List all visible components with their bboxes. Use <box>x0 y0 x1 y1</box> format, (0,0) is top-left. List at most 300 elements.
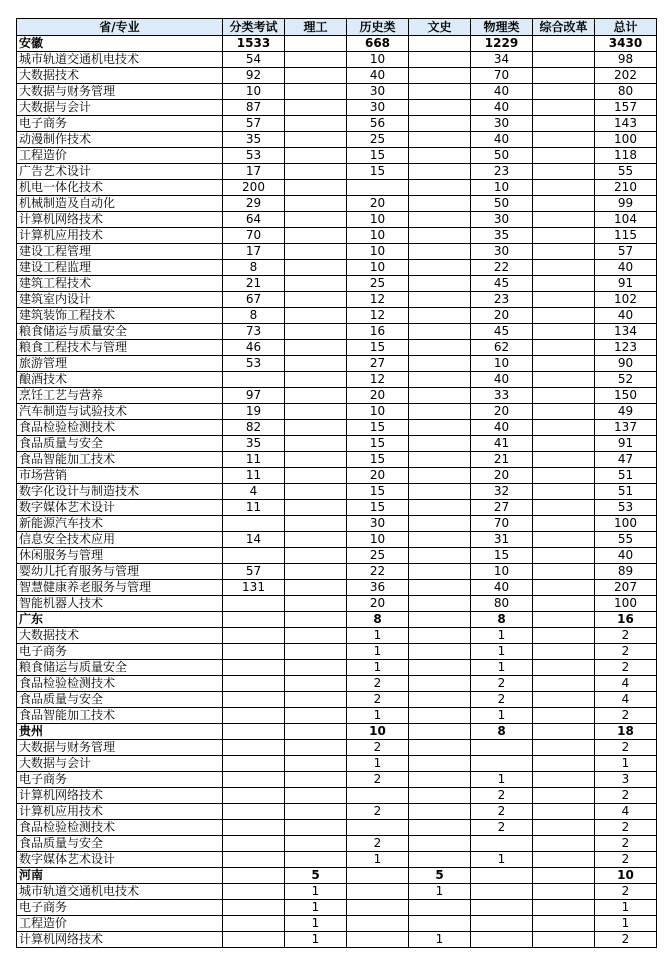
value-cell <box>285 516 347 532</box>
value-cell: 1533 <box>223 36 285 52</box>
value-cell <box>533 516 595 532</box>
value-cell <box>533 692 595 708</box>
major-row <box>17 148 657 164</box>
value-cell <box>409 500 471 516</box>
value-cell <box>285 836 347 852</box>
value-cell <box>409 244 471 260</box>
major-name-cell: 婴幼儿托育服务与管理 <box>17 564 223 580</box>
value-cell <box>409 820 471 836</box>
value-cell: 137 <box>595 420 657 436</box>
value-cell <box>533 900 595 916</box>
value-cell: 40 <box>471 84 533 100</box>
value-cell: 4 <box>595 676 657 692</box>
value-cell: 15 <box>471 548 533 564</box>
value-cell: 30 <box>347 516 409 532</box>
value-cell <box>471 836 533 852</box>
value-cell <box>409 212 471 228</box>
value-cell <box>409 308 471 324</box>
value-cell: 200 <box>223 180 285 196</box>
value-cell <box>533 628 595 644</box>
value-cell <box>223 596 285 612</box>
value-cell: 1 <box>471 708 533 724</box>
major-name-cell: 城市轨道交通机电技术 <box>17 52 223 68</box>
table-header <box>17 19 657 36</box>
major-row <box>17 68 657 84</box>
value-cell: 10 <box>471 564 533 580</box>
major-name-cell: 食品质量与安全 <box>17 436 223 452</box>
value-cell: 1 <box>471 772 533 788</box>
value-cell <box>347 788 409 804</box>
value-cell <box>409 772 471 788</box>
major-row <box>17 500 657 516</box>
major-name-cell: 烹饪工艺与营养 <box>17 388 223 404</box>
value-cell: 15 <box>347 148 409 164</box>
value-cell <box>285 404 347 420</box>
major-name-cell: 计算机网络技术 <box>17 932 223 948</box>
major-row <box>17 580 657 596</box>
value-cell <box>409 916 471 932</box>
value-cell: 1 <box>409 932 471 948</box>
value-cell: 40 <box>471 420 533 436</box>
major-row <box>17 324 657 340</box>
value-cell <box>285 628 347 644</box>
value-cell <box>347 180 409 196</box>
value-cell: 123 <box>595 340 657 356</box>
value-cell: 30 <box>471 212 533 228</box>
value-cell <box>409 628 471 644</box>
major-row <box>17 756 657 772</box>
major-name-cell: 广告艺术设计 <box>17 164 223 180</box>
value-cell: 1229 <box>471 36 533 52</box>
value-cell: 50 <box>471 196 533 212</box>
value-cell: 21 <box>223 276 285 292</box>
major-row <box>17 180 657 196</box>
value-cell: 17 <box>223 244 285 260</box>
value-cell: 118 <box>595 148 657 164</box>
major-row <box>17 820 657 836</box>
enrollment-table <box>16 18 657 948</box>
value-cell: 97 <box>223 388 285 404</box>
value-cell <box>285 724 347 740</box>
value-cell <box>409 468 471 484</box>
value-cell: 668 <box>347 36 409 52</box>
value-cell <box>347 868 409 884</box>
value-cell <box>347 916 409 932</box>
major-row <box>17 772 657 788</box>
value-cell: 11 <box>223 468 285 484</box>
value-cell: 2 <box>347 740 409 756</box>
value-cell: 30 <box>471 244 533 260</box>
major-name-cell: 机电一体化技术 <box>17 180 223 196</box>
value-cell: 1 <box>347 660 409 676</box>
value-cell <box>285 612 347 628</box>
value-cell <box>223 372 285 388</box>
major-name-cell: 建筑工程技术 <box>17 276 223 292</box>
value-cell: 55 <box>595 164 657 180</box>
value-cell: 2 <box>595 852 657 868</box>
value-cell: 99 <box>595 196 657 212</box>
value-cell <box>409 612 471 628</box>
value-cell: 20 <box>347 196 409 212</box>
major-name-cell: 工程造价 <box>17 148 223 164</box>
value-cell <box>471 900 533 916</box>
value-cell <box>285 756 347 772</box>
value-cell: 20 <box>471 308 533 324</box>
value-cell <box>533 404 595 420</box>
value-cell <box>409 196 471 212</box>
major-row <box>17 644 657 660</box>
value-cell <box>409 692 471 708</box>
province-row <box>17 612 657 628</box>
value-cell <box>533 228 595 244</box>
value-cell <box>409 436 471 452</box>
major-name-cell: 机械制造及自动化 <box>17 196 223 212</box>
value-cell <box>533 356 595 372</box>
major-name-cell: 智慧健康养老服务与管理 <box>17 580 223 596</box>
value-cell: 104 <box>595 212 657 228</box>
major-row <box>17 356 657 372</box>
value-cell <box>285 228 347 244</box>
major-name-cell: 食品质量与安全 <box>17 692 223 708</box>
value-cell: 17 <box>223 164 285 180</box>
value-cell: 1 <box>409 884 471 900</box>
value-cell <box>285 164 347 180</box>
value-cell <box>409 900 471 916</box>
major-name-cell: 建筑装饰工程技术 <box>17 308 223 324</box>
major-name-cell: 大数据与会计 <box>17 756 223 772</box>
value-cell <box>285 372 347 388</box>
value-cell: 15 <box>347 436 409 452</box>
value-cell <box>285 692 347 708</box>
major-row <box>17 532 657 548</box>
value-cell <box>533 452 595 468</box>
value-cell <box>471 884 533 900</box>
value-cell <box>285 468 347 484</box>
value-cell: 8 <box>347 612 409 628</box>
value-cell <box>533 244 595 260</box>
value-cell <box>285 196 347 212</box>
value-cell <box>409 532 471 548</box>
value-cell <box>409 484 471 500</box>
major-name-cell: 汽车制造与试验技术 <box>17 404 223 420</box>
value-cell: 207 <box>595 580 657 596</box>
major-name-cell: 建筑室内设计 <box>17 292 223 308</box>
major-name-cell: 数字媒体艺术设计 <box>17 852 223 868</box>
value-cell <box>533 100 595 116</box>
value-cell <box>285 180 347 196</box>
header-province-major: 省/专业 <box>17 19 223 36</box>
value-cell: 18 <box>595 724 657 740</box>
value-cell <box>223 708 285 724</box>
value-cell <box>533 756 595 772</box>
value-cell: 1 <box>471 644 533 660</box>
value-cell: 70 <box>471 516 533 532</box>
value-cell <box>409 100 471 116</box>
value-cell: 46 <box>223 340 285 356</box>
value-cell: 8 <box>471 612 533 628</box>
value-cell: 33 <box>471 388 533 404</box>
major-row <box>17 52 657 68</box>
major-row <box>17 164 657 180</box>
major-name-cell: 电子商务 <box>17 772 223 788</box>
major-row <box>17 916 657 932</box>
value-cell <box>409 180 471 196</box>
value-cell: 20 <box>471 404 533 420</box>
value-cell <box>223 516 285 532</box>
province-row <box>17 36 657 52</box>
value-cell <box>533 644 595 660</box>
province-name-cell: 广东 <box>17 612 223 628</box>
value-cell: 25 <box>347 548 409 564</box>
value-cell: 57 <box>595 244 657 260</box>
value-cell <box>409 372 471 388</box>
major-name-cell: 大数据与财务管理 <box>17 740 223 756</box>
value-cell: 29 <box>223 196 285 212</box>
value-cell <box>223 900 285 916</box>
header-category-exam: 分类考试 <box>223 19 285 36</box>
major-row <box>17 484 657 500</box>
value-cell: 45 <box>471 276 533 292</box>
value-cell: 40 <box>471 580 533 596</box>
value-cell <box>223 692 285 708</box>
value-cell: 10 <box>471 356 533 372</box>
value-cell: 35 <box>471 228 533 244</box>
major-name-cell: 食品智能加工技术 <box>17 708 223 724</box>
value-cell <box>285 84 347 100</box>
value-cell <box>533 132 595 148</box>
value-cell: 4 <box>595 692 657 708</box>
value-cell: 2 <box>347 692 409 708</box>
value-cell <box>533 580 595 596</box>
value-cell <box>223 916 285 932</box>
major-name-cell: 市场营销 <box>17 468 223 484</box>
value-cell: 1 <box>285 900 347 916</box>
value-cell: 134 <box>595 324 657 340</box>
major-row <box>17 228 657 244</box>
value-cell: 11 <box>223 500 285 516</box>
value-cell <box>285 676 347 692</box>
value-cell: 70 <box>223 228 285 244</box>
major-row <box>17 84 657 100</box>
major-row <box>17 836 657 852</box>
value-cell <box>285 100 347 116</box>
major-row <box>17 276 657 292</box>
value-cell: 2 <box>595 708 657 724</box>
value-cell: 2 <box>595 660 657 676</box>
major-row <box>17 244 657 260</box>
value-cell <box>223 932 285 948</box>
value-cell: 87 <box>223 100 285 116</box>
value-cell <box>285 596 347 612</box>
value-cell: 40 <box>471 100 533 116</box>
value-cell: 30 <box>347 100 409 116</box>
value-cell <box>533 116 595 132</box>
province-row <box>17 724 657 740</box>
value-cell: 131 <box>223 580 285 596</box>
header-row <box>17 19 657 36</box>
value-cell <box>409 756 471 772</box>
value-cell: 8 <box>223 308 285 324</box>
value-cell <box>409 740 471 756</box>
value-cell: 2 <box>347 676 409 692</box>
value-cell <box>533 852 595 868</box>
major-row <box>17 260 657 276</box>
value-cell: 2 <box>471 788 533 804</box>
value-cell: 80 <box>471 596 533 612</box>
major-row <box>17 788 657 804</box>
value-cell <box>533 884 595 900</box>
value-cell <box>409 516 471 532</box>
value-cell <box>533 68 595 84</box>
value-cell <box>409 260 471 276</box>
major-name-cell: 新能源汽车技术 <box>17 516 223 532</box>
value-cell <box>533 164 595 180</box>
province-name-cell: 河南 <box>17 868 223 884</box>
value-cell: 80 <box>595 84 657 100</box>
major-row <box>17 740 657 756</box>
value-cell <box>533 340 595 356</box>
major-row <box>17 692 657 708</box>
value-cell: 10 <box>347 404 409 420</box>
value-cell <box>347 900 409 916</box>
major-name-cell: 计算机网络技术 <box>17 212 223 228</box>
value-cell <box>285 580 347 596</box>
major-row <box>17 292 657 308</box>
value-cell <box>285 660 347 676</box>
value-cell: 49 <box>595 404 657 420</box>
major-row <box>17 708 657 724</box>
value-cell: 15 <box>347 420 409 436</box>
value-cell: 143 <box>595 116 657 132</box>
value-cell: 100 <box>595 596 657 612</box>
value-cell: 30 <box>471 116 533 132</box>
value-cell: 47 <box>595 452 657 468</box>
value-cell: 70 <box>471 68 533 84</box>
major-row <box>17 660 657 676</box>
value-cell <box>533 916 595 932</box>
major-name-cell: 信息安全技术应用 <box>17 532 223 548</box>
value-cell: 30 <box>347 84 409 100</box>
major-row <box>17 420 657 436</box>
value-cell <box>533 484 595 500</box>
value-cell <box>409 420 471 436</box>
value-cell <box>285 788 347 804</box>
value-cell: 62 <box>471 340 533 356</box>
value-cell: 2 <box>595 820 657 836</box>
value-cell <box>409 52 471 68</box>
value-cell <box>533 372 595 388</box>
value-cell: 2 <box>595 836 657 852</box>
value-cell: 1 <box>347 644 409 660</box>
value-cell: 1 <box>285 884 347 900</box>
value-cell <box>471 756 533 772</box>
value-cell <box>223 548 285 564</box>
value-cell <box>533 420 595 436</box>
value-cell: 35 <box>223 436 285 452</box>
value-cell <box>285 260 347 276</box>
value-cell <box>471 932 533 948</box>
major-row <box>17 900 657 916</box>
value-cell <box>285 52 347 68</box>
value-cell: 10 <box>347 724 409 740</box>
major-name-cell: 电子商务 <box>17 644 223 660</box>
value-cell <box>347 932 409 948</box>
value-cell <box>223 724 285 740</box>
value-cell: 15 <box>347 500 409 516</box>
value-cell: 52 <box>595 372 657 388</box>
value-cell: 12 <box>347 292 409 308</box>
major-row <box>17 804 657 820</box>
value-cell <box>285 436 347 452</box>
major-name-cell: 粮食储运与质量安全 <box>17 660 223 676</box>
value-cell <box>223 676 285 692</box>
value-cell <box>285 484 347 500</box>
value-cell: 92 <box>223 68 285 84</box>
value-cell: 10 <box>347 212 409 228</box>
province-name-cell: 贵州 <box>17 724 223 740</box>
value-cell <box>533 820 595 836</box>
value-cell <box>533 436 595 452</box>
value-cell <box>533 548 595 564</box>
value-cell: 19 <box>223 404 285 420</box>
major-row <box>17 212 657 228</box>
value-cell: 45 <box>471 324 533 340</box>
value-cell: 73 <box>223 324 285 340</box>
value-cell <box>409 228 471 244</box>
major-name-cell: 食品质量与安全 <box>17 836 223 852</box>
value-cell: 2 <box>595 932 657 948</box>
value-cell: 53 <box>223 148 285 164</box>
value-cell: 10 <box>347 52 409 68</box>
major-name-cell: 智能机器人技术 <box>17 596 223 612</box>
value-cell <box>533 180 595 196</box>
value-cell: 15 <box>347 164 409 180</box>
value-cell: 40 <box>595 260 657 276</box>
value-cell: 2 <box>471 804 533 820</box>
value-cell <box>285 340 347 356</box>
value-cell: 5 <box>409 868 471 884</box>
header-liberal-arts: 文史 <box>409 19 471 36</box>
value-cell <box>223 836 285 852</box>
value-cell <box>223 756 285 772</box>
value-cell <box>409 548 471 564</box>
value-cell: 82 <box>223 420 285 436</box>
value-cell: 16 <box>347 324 409 340</box>
value-cell: 40 <box>471 372 533 388</box>
value-cell <box>409 148 471 164</box>
value-cell: 1 <box>285 932 347 948</box>
value-cell <box>223 884 285 900</box>
value-cell: 51 <box>595 468 657 484</box>
major-row <box>17 932 657 948</box>
major-name-cell: 城市轨道交通机电技术 <box>17 884 223 900</box>
value-cell: 10 <box>347 244 409 260</box>
value-cell: 31 <box>471 532 533 548</box>
value-cell <box>409 340 471 356</box>
major-name-cell: 休闲服务与管理 <box>17 548 223 564</box>
value-cell <box>285 116 347 132</box>
value-cell <box>285 244 347 260</box>
value-cell <box>285 452 347 468</box>
value-cell: 15 <box>347 340 409 356</box>
value-cell <box>223 820 285 836</box>
value-cell <box>285 388 347 404</box>
value-cell <box>409 132 471 148</box>
value-cell <box>533 676 595 692</box>
value-cell: 64 <box>223 212 285 228</box>
header-science: 理工 <box>285 19 347 36</box>
value-cell: 2 <box>595 740 657 756</box>
